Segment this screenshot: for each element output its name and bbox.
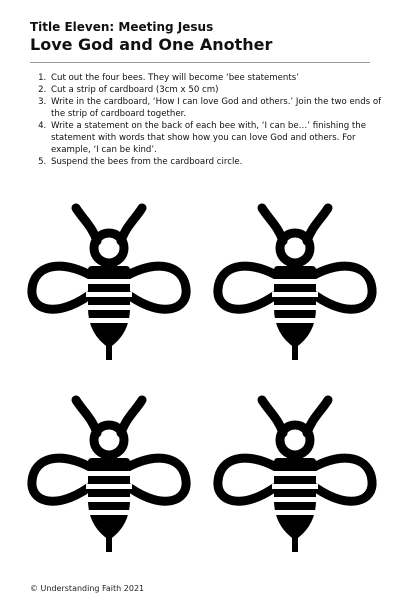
instruction-step: 2. Cut a strip of cardboard (3cm x 50 cm) [49, 84, 394, 96]
instruction-step: 1. Cut out the four bees. They will become ‘bee statements’ [49, 72, 394, 84]
instruction-step: 3. Write in the cardboard, ‘How I can love God and others.’ Join the two ends of the strip of cardboard together. [49, 96, 394, 120]
bee-icon [210, 196, 380, 366]
instructions-list [30, 72, 394, 168]
instruction-step: 5. Suspend the bees from the cardboard circle. [49, 156, 394, 168]
page-title: Love God and One Another [30, 35, 273, 54]
footer-copyright: © Understanding Faith 2021 [30, 584, 145, 593]
page-subtitle: Title Eleven: Meeting Jesus [30, 20, 214, 34]
bee-icon [24, 388, 194, 558]
instruction-step: 4. Write a statement on the back of each bee with, ‘I can be…’ finishing the statement with words that show how you can love God and others. For example, ‘I can be kind’. [49, 120, 394, 156]
bee-icon [24, 196, 194, 366]
bee-icon [210, 388, 380, 558]
divider [30, 62, 370, 63]
